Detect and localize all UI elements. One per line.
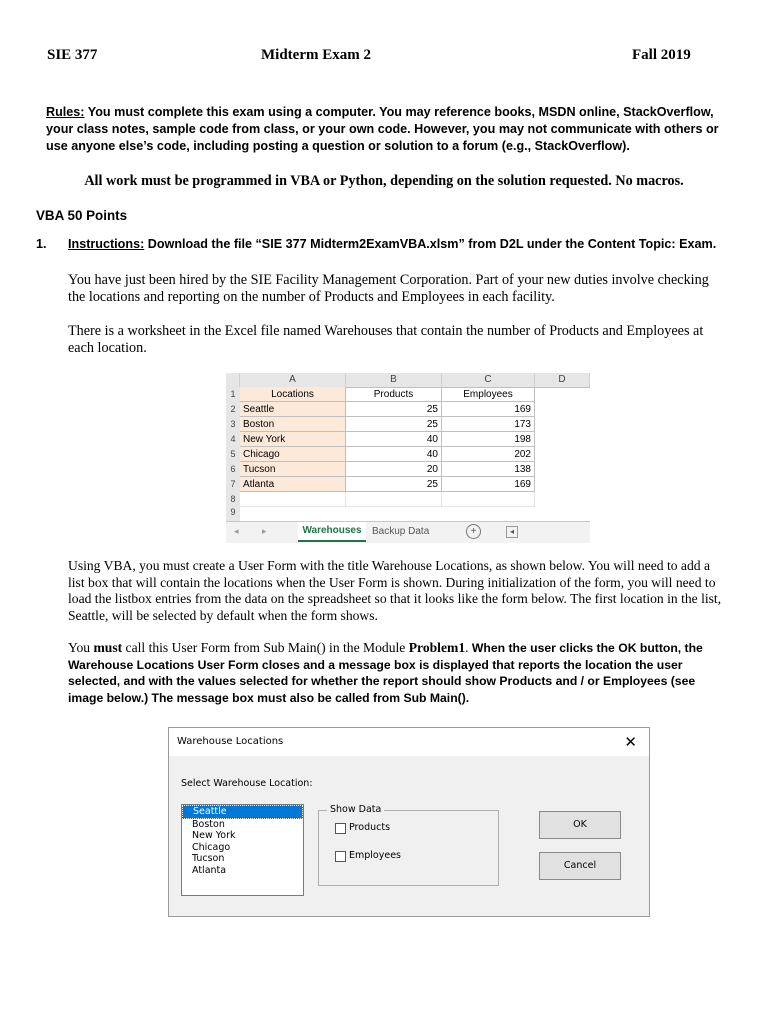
- column-header: C: [442, 373, 535, 387]
- cell-products: 25: [346, 417, 442, 432]
- cell-products: 40: [346, 447, 442, 462]
- row-header: 1: [226, 387, 240, 402]
- row-header: 7: [226, 477, 240, 492]
- rules-text: You must complete this exam using a computer. You may reference books, MSDN online, StackOverflow, your class notes, sample code from class, or your own code. However, you may not communicate with others or use anyone else’s code, including posting a question or solution to a forum (e.g., StackOverflow).: [46, 105, 719, 153]
- instructions-label: Instructions:: [68, 237, 145, 251]
- column-header: B: [346, 373, 442, 387]
- term: Fall 2019: [632, 47, 691, 63]
- tab-scroll-right-icon[interactable]: ▸: [262, 526, 267, 536]
- employees-checkbox-label: Employees: [349, 850, 401, 861]
- show-data-label: Show Data: [327, 804, 384, 815]
- cell-products: 40: [346, 432, 442, 447]
- cell-employees: 173: [442, 417, 535, 432]
- cell-header-locations: Locations: [240, 387, 346, 402]
- spreadsheet-image: [226, 373, 590, 542]
- add-sheet-icon[interactable]: +: [466, 524, 481, 539]
- list-item[interactable]: Seattle: [182, 805, 303, 819]
- show-data-frame: [318, 804, 499, 886]
- column-header: A: [240, 373, 346, 387]
- p4-text: You: [68, 640, 94, 655]
- cancel-button[interactable]: Cancel: [539, 852, 621, 880]
- select-location-label: Select Warehouse Location:: [181, 778, 313, 789]
- list-item[interactable]: Tucson: [192, 853, 225, 864]
- cell-employees: 198: [442, 432, 535, 447]
- cell-header-employees: Employees: [442, 387, 535, 402]
- list-item[interactable]: Boston: [192, 818, 225, 830]
- cell-products: 25: [346, 477, 442, 492]
- cell-location: Boston: [240, 417, 346, 432]
- dialog-title: Warehouse Locations: [177, 736, 284, 747]
- p4-text: .: [465, 640, 472, 655]
- list-item[interactable]: New York: [192, 830, 236, 841]
- scroll-left-icon[interactable]: ◂: [506, 526, 518, 538]
- products-checkbox-label: Products: [349, 822, 391, 833]
- rules-paragraph: [46, 104, 736, 155]
- row-header: 3: [226, 417, 240, 432]
- employees-checkbox[interactable]: [335, 851, 346, 862]
- list-item[interactable]: Atlanta: [192, 864, 227, 876]
- section-heading: VBA 50 Points: [36, 208, 128, 223]
- column-header: D: [535, 373, 590, 387]
- paragraph-3: Using VBA, you must create a User Form with the title Warehouse Locations, as shown below. You will need to add a list box that will contain the locations when the User Form is shown. During initialization of the form, you will need to load the listbox entries from the data on the spreadsheet so that it looks like the form below. The first location in the list, Seattle, will be selected by default when the form shows.: [68, 558, 722, 623]
- dialog-title-bar: [169, 728, 649, 756]
- question-number: 1.: [36, 237, 47, 251]
- locations-listbox[interactable]: [181, 804, 304, 896]
- cell-employees: 202: [442, 447, 535, 462]
- tab-scroll-left-icon[interactable]: ◂: [234, 526, 239, 536]
- rules-label: Rules:: [46, 105, 85, 119]
- empty-cell: [442, 492, 535, 507]
- cell-products: 20: [346, 462, 442, 477]
- row-header: 9: [226, 507, 240, 521]
- p4-text: call this User Form from Sub Main() in the Module: [122, 640, 409, 655]
- all-work-statement: All work must be programmed in VBA or Python, depending on the solution requested. No macros.: [84, 173, 684, 189]
- row-header: 2: [226, 402, 240, 417]
- select-all-corner: [226, 373, 240, 387]
- course-code: SIE 377: [47, 47, 98, 63]
- cell-products: 25: [346, 402, 442, 417]
- paragraph-1: You have just been hired by the SIE Facility Management Corporation. Part of your new duties involve checking the locations and reporting on the number of Products and Employees in each facility.: [68, 272, 709, 305]
- row-header: 8: [226, 492, 240, 507]
- tab-warehouses[interactable]: Warehouses: [298, 522, 366, 542]
- empty-cell: [346, 492, 442, 507]
- p4-module: Problem1: [408, 640, 466, 655]
- paragraph-2: There is a worksheet in the Excel file named Warehouses that contain the number of Products and Employees at each location.: [68, 323, 704, 356]
- close-icon[interactable]: ✕: [624, 733, 637, 751]
- row-header: 4: [226, 432, 240, 447]
- question-instructions: [36, 237, 716, 251]
- cell-location: Seattle: [240, 402, 346, 417]
- p4-must: must: [93, 640, 123, 655]
- cell-header-products: Products: [346, 387, 442, 402]
- cell-location: Chicago: [240, 447, 346, 462]
- cell-employees: 169: [442, 402, 535, 417]
- cell-location: Atlanta: [240, 477, 346, 492]
- sheet-tab-bar: [226, 521, 590, 543]
- cell-location: Tucson: [240, 462, 346, 477]
- paragraph-4: [68, 640, 728, 706]
- row-header: 5: [226, 447, 240, 462]
- exam-title: Midterm Exam 2: [261, 47, 371, 63]
- cell-employees: 138: [442, 462, 535, 477]
- products-checkbox[interactable]: [335, 823, 346, 834]
- list-item[interactable]: Chicago: [192, 841, 231, 853]
- cell-employees: 169: [442, 477, 535, 492]
- tab-backup-data[interactable]: Backup Data: [372, 526, 430, 537]
- p4-bold-text: When the user clicks the OK button, the Warehouse Locations User Form closes and a message box is displayed that reports the location the user selected, and with the values selected for whether the report should show Products and / or Employees (see image below.) The message box must also be called from Sub Main().: [68, 641, 703, 705]
- cell-location: New York: [240, 432, 346, 447]
- row-header: 6: [226, 462, 240, 477]
- ok-button[interactable]: OK: [539, 811, 621, 839]
- warehouse-locations-dialog: [168, 727, 650, 917]
- empty-cell: [240, 492, 346, 507]
- instructions-text: Download the file “SIE 377 Midterm2ExamVBA.xlsm” from D2L under the Content Topic: Exam.: [144, 237, 717, 251]
